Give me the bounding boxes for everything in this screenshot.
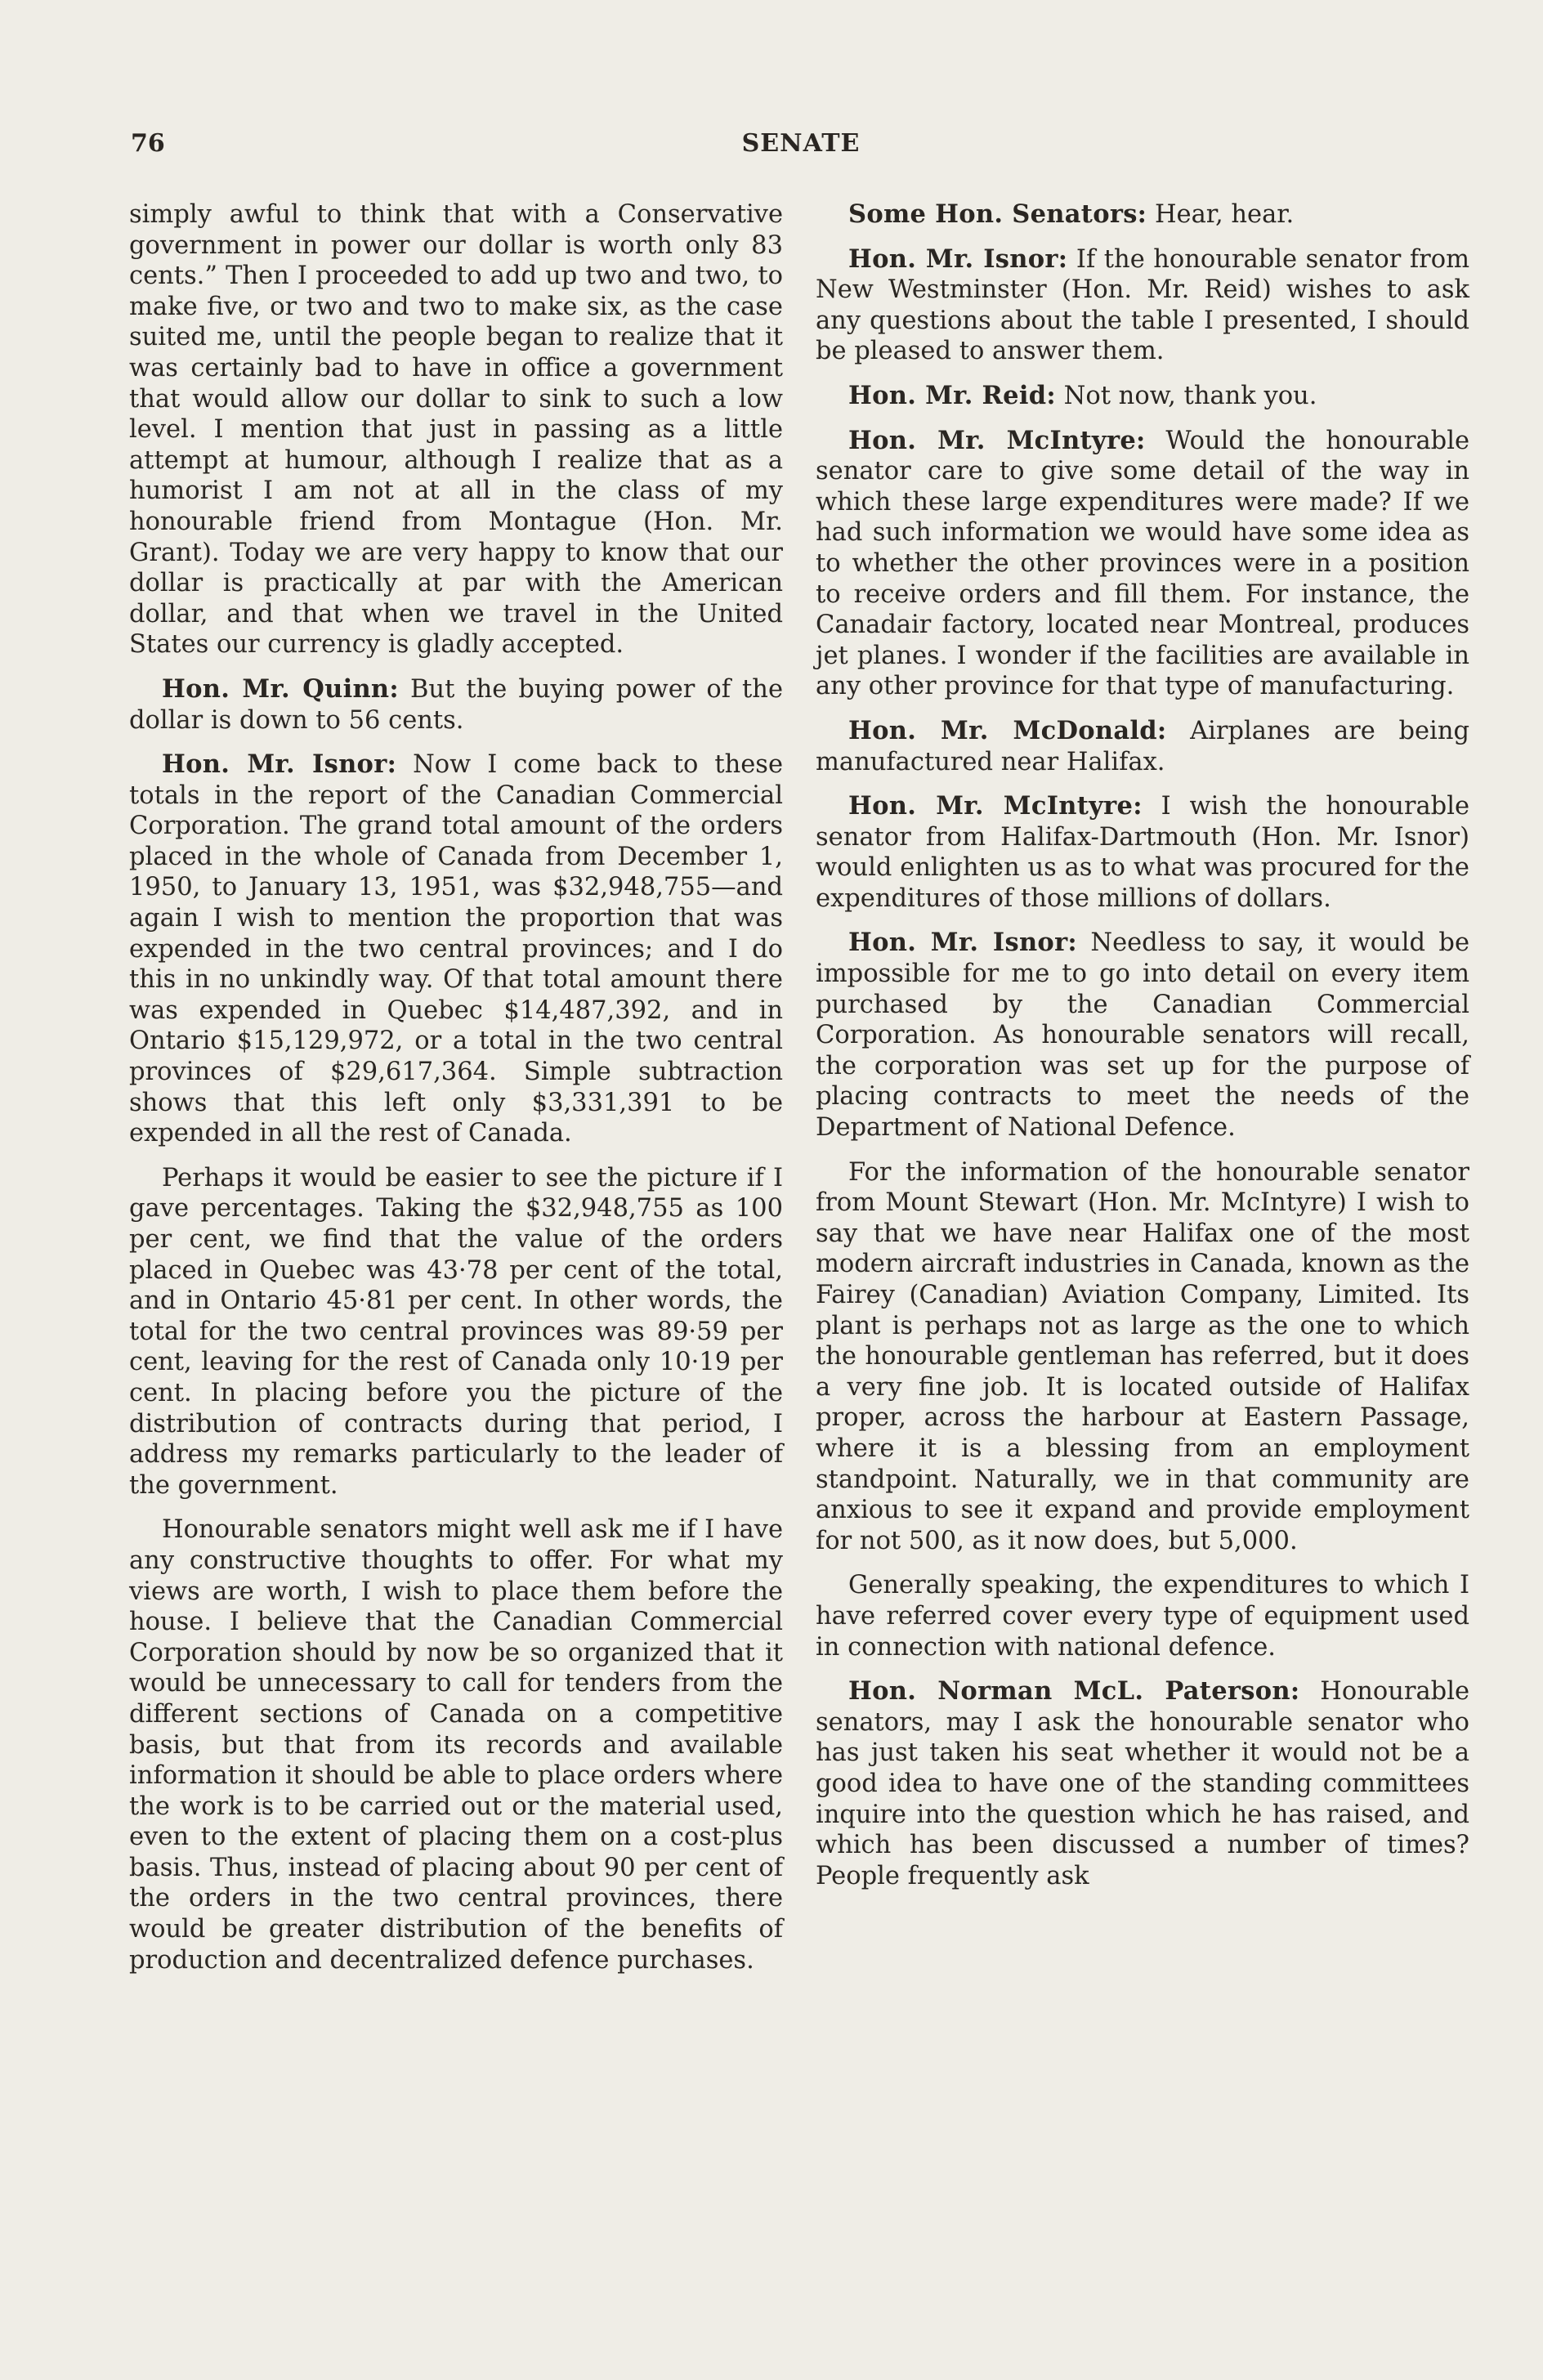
speech-text: But the buying power of the dollar is down to 56 cents.	[129, 674, 783, 735]
speech-paragraph	[816, 381, 1469, 412]
speech-text: If the honourable senator from New Westminster (Hon. Mr. Reid) wishes to ask any questions about the table I presented, I should be pleased to answer them.	[816, 244, 1470, 366]
paragraph: Perhaps it would be easier to see the picture if I gave percentages. Taking the $32,948,755 as 100 per cent, we find that the value of the orders placed in Quebec was 43·78 per cent of the total, and in Ontario 45·81 per cent. In other words, the total for the two central provinces was 89·59 per cent, leaving for the rest of Canada only 10·19 per cent. In placing before you the picture of the distribution of contracts during that period, I address my remarks particularly to the leader of the government.	[129, 1163, 783, 1500]
speaker-name: Hon. Mr. McDonald:	[848, 715, 1167, 745]
speech-paragraph	[129, 674, 783, 736]
speech-text: Now I come back to these totals in the report of the Canadian Commercial Corporation. The grand total amount of the orders placed in the whole of Canada from December 1, 1950, to January 13, 1951, was $32,948,755—and again I wish to mention the proportion that was expended in the two central provinces; and I do this in no unkindly way. Of that total amount there was expended in Quebec $14,487,392, and in Ontario $15,129,972, or a total in the two central provinces of $29,617,364. Simple subtraction shows that this left only $3,331,391 to be expended in all the rest of Canada.	[129, 750, 784, 1148]
speech-paragraph	[816, 716, 1469, 777]
page-number: 76	[131, 129, 165, 158]
speech-text: Hear, hear.	[1154, 200, 1295, 229]
speech-text: I wish the honourable senator from Halifax-Dartmouth (Hon. Mr. Isnor) would enlighten us as to what was procured for the expenditures of those millions of dollars.	[816, 792, 1469, 913]
left-column	[129, 199, 783, 1989]
speaker-name: Hon. Mr. Isnor:	[162, 749, 397, 780]
speaker-name: Hon. Mr. Quinn:	[162, 673, 399, 704]
page-header	[131, 129, 1471, 170]
speaker-name: Hon. Mr. Reid:	[848, 380, 1056, 410]
speech-paragraph	[816, 928, 1469, 1143]
speech-paragraph	[816, 199, 1469, 230]
speech-paragraph	[816, 244, 1469, 367]
speaker-name: Hon. Mr. McIntyre:	[848, 425, 1146, 455]
speech-paragraph	[816, 791, 1469, 914]
running-title: SENATE	[741, 129, 861, 158]
speaker-name: Hon. Mr. McIntyre:	[848, 791, 1143, 821]
speech-text: Would the honourable senator care to give some detail of the way in which these large expenditures were made? If we had such information we would have some idea as to whether the other provinces were in a position to receive orders and fill them. For instance, the Canadair factory, located near Montreal, produces jet planes. I wonder if the facilities are available in any other province for that type of manufacturing.	[816, 426, 1469, 701]
speaker-name: Some Hon. Senators:	[848, 199, 1147, 229]
speech-text: Honourable senators, may I ask the honourable senator who has just taken his seat whether it would not be a good idea to have one of the standing committees inquire into the question which he has raised, and which has been discussed a number of times? People frequently ask	[816, 1677, 1469, 1890]
speech-text: Not now, thank you.	[1063, 381, 1317, 410]
speaker-name: Hon. Mr. Isnor:	[848, 244, 1068, 274]
paragraph: Generally speaking, the expenditures to which I have referred cover every type of equipment used in connection with national defence.	[816, 1571, 1469, 1662]
right-column	[816, 199, 1469, 1905]
speaker-name: Hon. Norman McL. Paterson:	[848, 1676, 1300, 1707]
paragraph: simply awful to think that with a Conservative government in power our dollar is worth only 83 cents.” Then I proceeded to add up two and two, to make five, or two and two to make six, as the case suited me, until the people began to realize that it was certainly bad to have in office a government that would allow our dollar to sink to such a low level. I mention that just in passing as a little attempt at humour, although I realize that as a humorist I am not at all in the class of my honourable friend from Montague (Hon. Mr. Grant). Today we are very happy to know that our dollar is practically at par with the American dollar, and that when we travel in the United States our currency is gladly accepted.	[129, 200, 783, 660]
paragraph: For the information of the honourable senator from Mount Stewart (Hon. Mr. McIntyre) I wish to say that we have near Halifax one of the most modern aircraft industries in Canada, known as the Fairey (Canadian) Aviation Company, Limited. Its plant is perhaps not as large as the one to which the honourable gentleman has referred, but it does a very fine job. It is located outside of Halifax proper, across the harbour at Eastern Passage, where it is a blessing from an employment standpoint. Naturally, we in that community are anxious to see it expand and provide employment for not 500, as it now does, but 5,000.	[816, 1157, 1469, 1555]
speech-text: Airplanes are being manufactured near Halifax.	[816, 716, 1469, 776]
paragraph: Honourable senators might well ask me if I have any constructive thoughts to offer. For what my views are worth, I wish to place them before the house. I believe that the Canadian Commercial Corporation should by now be so organized that it would be unnecessary to call for tenders from the different sections of Canada on a competitive basis, but that from its records and available information it should be able to place orders where the work is to be carried out or the material used, even to the extent of placing them on a cost-plus basis. Thus, instead of placing about 90 per cent of the orders in the two central provinces, there would be greater distribution of the benefits of production and decentralized defence purchases.	[129, 1515, 783, 1975]
speaker-name: Hon. Mr. Isnor:	[848, 928, 1077, 958]
speech-paragraph	[129, 749, 783, 1149]
speech-paragraph	[816, 426, 1469, 702]
speech-text: Needless to say, it would be impossible for me to go into detail on every item purchased by the Canadian Commercial Corporation. As honourable senators will recall, the corporation was set up for the purpose of placing contracts to meet the needs of the Department of National Defence.	[816, 928, 1470, 1143]
speech-paragraph	[816, 1676, 1469, 1891]
